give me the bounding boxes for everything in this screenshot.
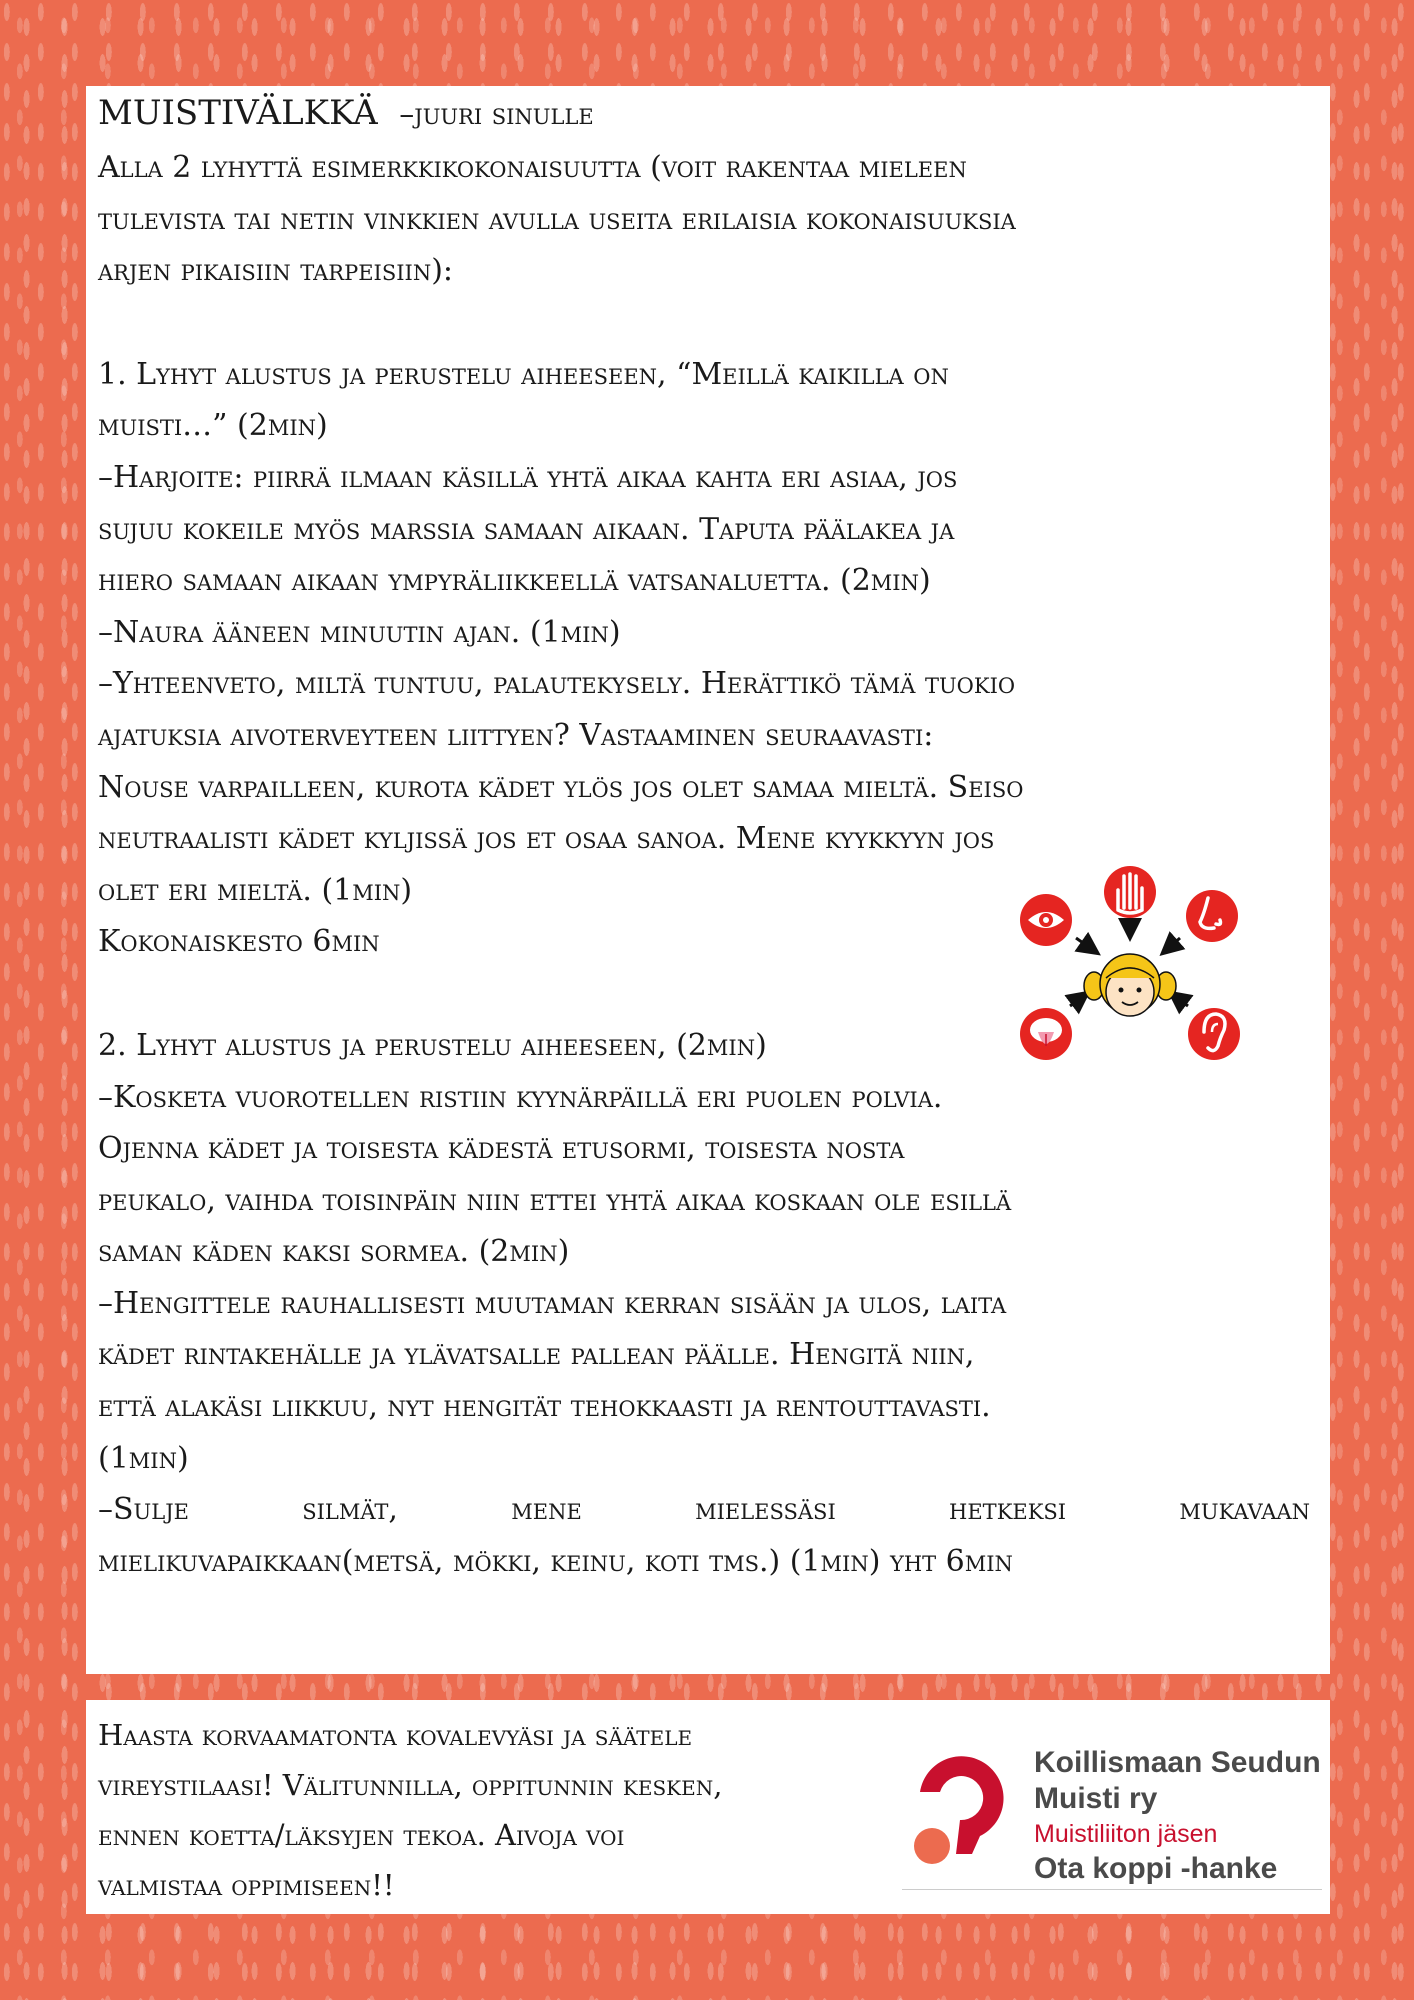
section2-line: peukalo, vaihda toisinpäin niin ettei yhtä aikaa koskaan ole esillä [98, 1182, 1012, 1218]
section1-total: Kokonaiskesto 6min [98, 924, 380, 960]
logo-mark-icon [902, 1746, 1022, 1876]
page-title-line [98, 86, 1310, 142]
mouth-icon [1020, 1008, 1072, 1060]
section1-line: ajatuksia aivoterveyteen liittyen? Vastaaminen seuraavasti: [98, 717, 934, 753]
section1-line: Nouse varpailleen, kurota kädet ylös jos olet samaa mieltä. Seiso [98, 769, 1024, 805]
bottom-info-panel [86, 1700, 1330, 1914]
section2-line: –Hengittele rauhallisesti muutaman kerran sisään ja ulos, laita [98, 1285, 1007, 1321]
section1-line: neutraalisti kädet kyljissä jos et osaa sanoa. Mene kyykkyyn jos [98, 821, 995, 857]
bottom-line: valmistaa oppimiseen!! [98, 1868, 395, 1902]
intro-line: arjen pikaisiin tarpeisiin): [98, 253, 454, 289]
section2-line: että alakäsi liikkuu, nyt hengität tehokkaasti ja rentouttavasti. [98, 1389, 991, 1425]
section1-line: muisti…” (2min) [98, 408, 328, 444]
exercise-section-2 [98, 1020, 1310, 1588]
section2-line: saman käden kaksi sormea. (2min) [98, 1234, 570, 1270]
section2-line: Ojenna kädet ja toisesta kädestä etusormi, toisesta nosta [98, 1131, 905, 1167]
section1-line: olet eri mieltä. (1min) [98, 872, 413, 908]
section1-line: sujuu kokeile myös marssia samaan aikaan. Taputa päälakea ja [98, 511, 955, 547]
section2-line: kädet rintakehälle ja ylävatsalle pallean päälle. Hengitä niin, [98, 1337, 975, 1373]
section1-line: 1. Lyhyt alustus ja perustelu aiheeseen, “Meillä kaikilla on [98, 356, 949, 392]
section1-line: –Naura ääneen minuutin ajan. (1min) [98, 614, 621, 650]
section2-line: –Kosketa vuorotellen ristiin kyynärpäillä eri puolen polvia. [98, 1079, 943, 1115]
logo-membership: Muistiliiton jäsen [1034, 1820, 1218, 1848]
girl-face-icon [1084, 954, 1176, 1016]
section2-line: mielikuvapaikkaan(metsä, mökki, keinu, koti tms.) (1min) yht 6min [98, 1543, 1013, 1579]
ear-icon [1188, 1008, 1240, 1060]
page-subtitle: –juuri sinulle [399, 97, 594, 132]
bottom-line: vireystilaasi! Välitunnilla, oppitunnin kesken, [98, 1768, 723, 1802]
section1-line: –Yhteenveto, miltä tuntuu, palautekysely. Herättikö tämä tuokio [98, 666, 1016, 702]
organization-logo [902, 1740, 1322, 1890]
logo-org-name-line2: Muisti ry [1034, 1782, 1158, 1815]
eye-icon [1020, 894, 1072, 946]
bottom-line: Haasta korvaamatonta kovalevyäsi ja säätele [98, 1718, 693, 1752]
section2-line: (1min) [98, 1440, 189, 1476]
logo-divider [902, 1889, 1322, 1890]
section1-line: –Harjoite: piirrä ilmaan käsillä yhtä aikaa kahta eri asiaa, jos [98, 459, 958, 495]
bottom-line: ennen koetta/läksyjen tekoa. Aivoja voi [98, 1818, 625, 1852]
intro-line: tulevista tai netin vinkkien avulla useita erilaisia kokonaisuuksia [98, 201, 1016, 237]
hand-icon [1104, 866, 1156, 918]
section2-line: 2. Lyhyt alustus ja perustelu aiheeseen, (2min) [98, 1027, 767, 1063]
intro-line: Alla 2 lyhyttä esimerkkikokonaisuutta (voit rakentaa mieleen [98, 150, 967, 185]
bottom-message [98, 1710, 898, 1910]
logo-project-name: Ota koppi -hanke [1034, 1852, 1278, 1885]
section1-line: hiero samaan aikaan ympyräliikkeellä vatsanaluetta. (2min) [98, 563, 931, 599]
logo-org-name-line1: Koillismaan Seudun [1034, 1746, 1321, 1779]
intro-paragraph [98, 142, 1310, 297]
five-senses-illustration [1018, 866, 1242, 1076]
nose-icon [1186, 890, 1238, 942]
page-title: MUISTIVÄLKKÄ [98, 93, 378, 133]
section2-line: –Sulje silmät, mene mielessäsi hetkeksi mukavaan [98, 1492, 1310, 1528]
